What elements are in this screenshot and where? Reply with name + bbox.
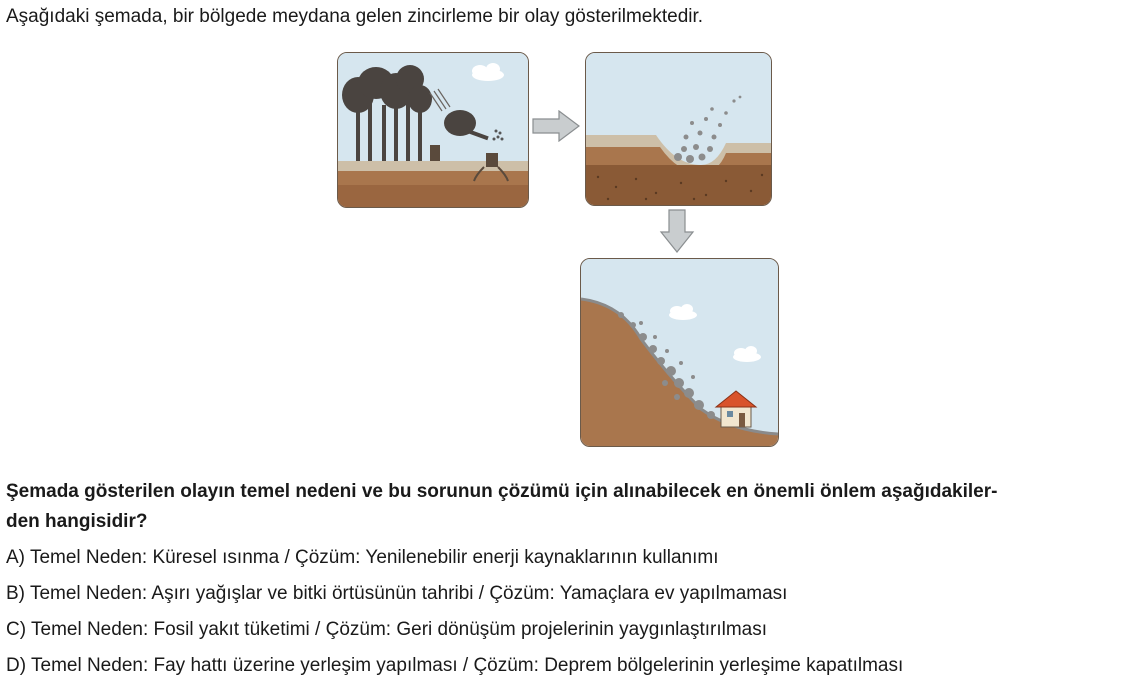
option-c[interactable]	[6, 619, 767, 641]
option-text: Temel Neden: Fay hattı üzerine yerleşim yapılması / Çözüm: Deprem bölgelerinin yerleşime kapatılması	[31, 655, 904, 676]
option-letter: C)	[6, 619, 27, 640]
option-a[interactable]	[6, 547, 719, 569]
option-letter: D)	[6, 655, 27, 676]
panel-deforestation	[337, 52, 529, 208]
panel-landslide	[580, 258, 779, 447]
option-letter: B)	[6, 583, 25, 604]
landslide-illustration	[581, 259, 778, 446]
option-text: Temel Neden: Fosil yakıt tüketimi / Çözüm: Geri dönüşüm projelerinin yaygınlaştırılması	[31, 619, 767, 640]
question-line-1: Şemada gösterilen olayın temel nedeni ve bu sorunun çözümü için alınabilecek en önemli önlem aşağıdakiler-	[6, 481, 998, 502]
intro-text: Aşağıdaki şemada, bir bölgede meydana gelen zincirleme bir olay gösterilmektedir.	[6, 6, 704, 27]
deforestation-illustration	[338, 53, 528, 207]
option-letter: A)	[6, 547, 25, 568]
erosion-illustration	[586, 53, 771, 205]
panel-erosion	[585, 52, 772, 206]
option-text: Temel Neden: Küresel ısınma / Çözüm: Yenilenebilir enerji kaynaklarının kullanımı	[29, 547, 719, 568]
option-b[interactable]	[6, 583, 787, 605]
question-text	[6, 477, 1116, 537]
question-line-2: den hangisidir?	[6, 511, 148, 532]
arrow-down-icon	[659, 208, 695, 254]
option-d[interactable]	[6, 655, 903, 677]
option-text: Temel Neden: Aşırı yağışlar ve bitki örtüsünün tahribi / Çözüm: Yamaçlara ev yapılmaması	[29, 583, 788, 604]
arrow-right-icon	[531, 110, 581, 142]
